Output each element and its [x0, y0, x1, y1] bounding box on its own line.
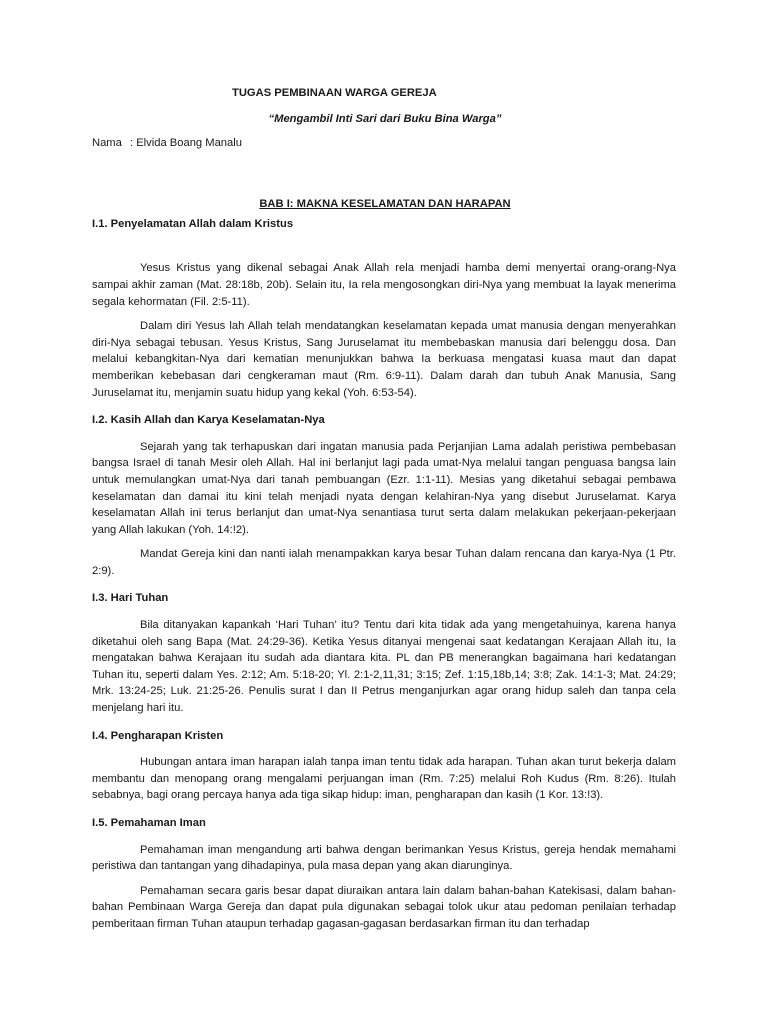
- section-heading-1: I.1. Penyelamatan Allah dalam Kristus: [92, 217, 294, 230]
- paragraph: Yesus Kristus yang dikenal sebagai Anak Allah rela menjadi hamba demi menyertai orang-orang-Nya sampai akhir zaman (Mat. 28:18b, 20b). Selain itu, Ia rela mengosongkan diri-Nya yang membuat Ia layak menerima segala kehormatan (Fil. 2:5-11).: [92, 262, 676, 308]
- author-row: [92, 135, 676, 152]
- paragraph: Pemahaman secara garis besar dapat diuraikan antara lain dalam bahan-bahan Katekisasi, dalam bahan-bahan Pembinaan Warga Gereja dan dapat pula digunakan sebagai tolok ukur atau pedoman penilaian terhadap pemberitaan firman Tuhan ataupun terhadap gagasan-gagasan berdasarkan firman itu dan terhadap: [92, 884, 676, 930]
- paragraph: Dalam diri Yesus lah Allah telah mendatangkan keselamatan kepada umat manusia dengan menyerahkan diri-Nya sebagai tebusan. Yesus Kristus, Sang Juruselamat itu membebaskan manusia dari belenggu dosa. Dan melalui kebangkitan-Nya dari kematian menunjukkan bahwa Ia berkuasa mengatasi kuasa maut dan dapat memberikan kebebasan dari cengkeraman maut (Rm. 6:9-11). Dalam darah dan tubuh Anak Manusia, Sang Juruselamat itu, menjamin suatu hidup yang kekal (Yoh. 6:53-54).: [92, 320, 676, 399]
- section-heading-4: I.4. Pengharapan Kristen: [92, 729, 224, 742]
- paragraph: Sejarah yang tak terhapuskan dari ingatan manusia pada Perjanjian Lama adalah peristiwa pembebasan bangsa Israel di tanah Mesir oleh Allah. Hal ini berlanjut lagi pada umat-Nya melalui tangan penguasa bangsa lain untuk memulangkan umat-Nya dari tanah pembuangan (Ezr. 1:1-11). Mesias yang diketahui sebagai pembawa keselamatan dan damai itu kini telah menjadi nyata dengan kelahiran-Nya yang disebut Juruselamat. Karya keselamatan Allah ini terus berlanjut dan umat-Nya senantiasa turut serta dalam melakukan pekerjaan-pekerjaan yang Allah lakukan (Yoh. 14:!2).: [92, 440, 676, 536]
- section-heading-2: I.2. Kasih Allah dan Karya Keselamatan-Nya: [92, 414, 325, 427]
- paragraph: Hubungan antara iman harapan ialah tanpa iman tentu tidak ada harapan. Tuhan akan turut bekerja dalam membantu dan menopang orang mengalami perjuangan iman (Rm. 7:25) melalui Roh Kudus (Rm. 8:26). Itulah sebabnya, bagi orang percaya hanya ada tiga sikap hidup: iman, pengharapan dan kasih (1 Kor. 13:!3).: [92, 756, 676, 802]
- paragraph: Bila ditanyakan kapankah ‘Hari Tuhan’ itu? Tentu dari kita tidak ada yang mengetahuinya, karena hanya diketahui oleh sang Bapa (Mat. 24:29-36). Ketika Yesus ditanyai mengenai saat kedatangan Kerajaan Allah itu, Ia mengatakan bahwa Kerajaan itu sudah ada diantara kita. PL dan PB menerangkan bagaimana hari kedatangan Tuhan itu, seperti dalam Yes. 2:12; Am. 5:18-20; Yl. 2:1-2,11,31; 3:15; Zef. 1:15,18b,14; 3:8; Zak. 14:1-3; Mat. 24:29; Mrk. 13:24-25; Luk. 21:25-26. Penulis surat I dan II Petrus menganjurkan agar orang hidup saleh dan tanpa cela menjelang hari itu.: [92, 619, 676, 715]
- author-value: : Elvida Boang Manalu: [130, 136, 242, 149]
- document-subtitle: “Mengambil Inti Sari dari Buku Bina Warga”: [268, 113, 502, 125]
- document-body: [92, 85, 676, 933]
- section-heading-5: I.5. Pemahaman Iman: [92, 817, 206, 829]
- paragraph: Pemahaman iman mengandung arti bahwa dengan berimankan Yesus Kristus, gereja hendak memahami peristiwa dan tantangan yang dihadapinya, pula masa depan yang akan diarunginya.: [92, 843, 676, 873]
- chapter-title: BAB I: MAKNA KESELAMATAN DAN HARAPAN: [259, 198, 511, 211]
- paragraph: Mandat Gereja kini dan nanti ialah menampakkan karya besar Tuhan dalam rencana dan karya-Nya (1 Ptr. 2:9).: [92, 548, 676, 577]
- author-label: Nama: [92, 136, 122, 149]
- document-title: TUGAS PEMBINAAN WARGA GEREJA: [232, 87, 437, 99]
- section-heading-3: I.3. Hari Tuhan: [92, 592, 169, 605]
